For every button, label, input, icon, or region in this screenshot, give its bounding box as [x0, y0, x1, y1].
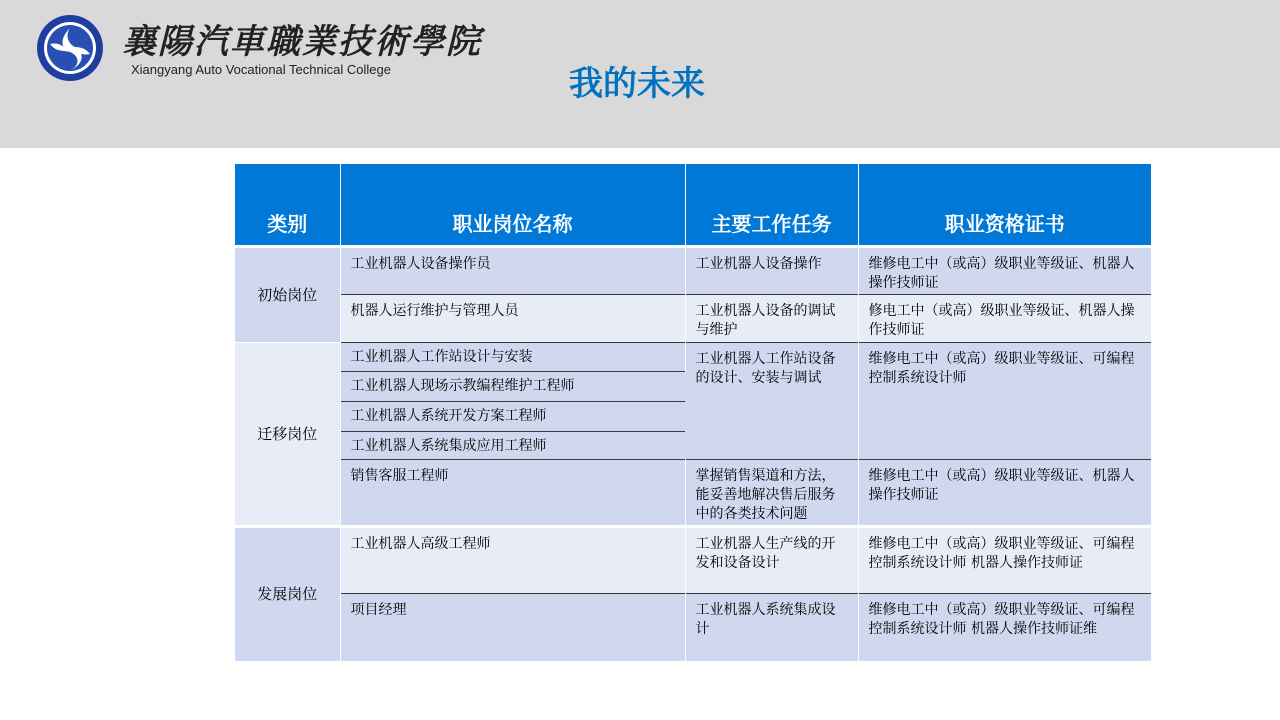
task-cell: 工业机器人设备的调试与维护 [685, 295, 858, 343]
task-cell: 掌握销售渠道和方法，能妥善地解决售后服务中的各类技术问题 [685, 460, 858, 527]
header-band [0, 0, 1280, 148]
category-cell: 初始岗位 [235, 247, 340, 343]
certificate-cell: 维修电工中（或高）级职业等级证、可编程控制系统设计师 机器人操作技师证 [858, 527, 1151, 594]
table-row [235, 247, 1151, 295]
table-row [235, 343, 1151, 372]
college-emblem-icon [36, 14, 104, 82]
position-cell: 工业机器人现场示教编程维护工程师 [340, 372, 685, 402]
page-title: 我的未来 [569, 64, 705, 104]
position-cell: 工业机器人设备操作员 [340, 247, 685, 295]
column-header-certificate: 职业资格证书 [858, 164, 1151, 247]
position-cell: 工业机器人系统开发方案工程师 [340, 402, 685, 432]
task-cell: 工业机器人设备操作 [685, 247, 858, 295]
college-name-en: Xiangyang Auto Vocational Technical College [131, 62, 391, 77]
certificate-cell: 修电工中（或高）级职业等级证、机器人操作技师证 [858, 295, 1151, 343]
position-cell: 销售客服工程师 [340, 460, 685, 527]
column-header-category: 类别 [235, 164, 340, 247]
table-row [235, 295, 1151, 343]
table-row [235, 527, 1151, 594]
position-cell: 工业机器人工作站设计与安装 [340, 343, 685, 372]
task-cell: 工业机器人生产线的开发和设备设计 [685, 527, 858, 594]
position-cell: 机器人运行维护与管理人员 [340, 295, 685, 343]
table-header-row [235, 164, 1151, 247]
task-cell: 工业机器人系统集成设计 [685, 594, 858, 661]
table-row [235, 460, 1151, 527]
certificate-cell: 维修电工中（或高）级职业等级证、可编程控制系统设计师 机器人操作技师证维 [858, 594, 1151, 661]
table-row [235, 594, 1151, 661]
position-cell: 工业机器人高级工程师 [340, 527, 685, 594]
task-cell: 工业机器人工作站设备的设计、安装与调试 [685, 343, 858, 460]
column-header-task: 主要工作任务 [685, 164, 858, 247]
certificate-cell: 维修电工中（或高）级职业等级证、可编程控制系统设计师 [858, 343, 1151, 460]
certificate-cell: 维修电工中（或高）级职业等级证、机器人操作技师证 [858, 460, 1151, 527]
career-table [235, 164, 1151, 661]
certificate-cell: 维修电工中（或高）级职业等级证、机器人操作技师证 [858, 247, 1151, 295]
position-cell: 工业机器人系统集成应用工程师 [340, 432, 685, 460]
category-cell: 发展岗位 [235, 527, 340, 661]
college-name-cn: 襄陽汽車職業技術學院 [122, 22, 482, 62]
position-cell: 项目经理 [340, 594, 685, 661]
column-header-position: 职业岗位名称 [340, 164, 685, 247]
category-cell: 迁移岗位 [235, 343, 340, 527]
